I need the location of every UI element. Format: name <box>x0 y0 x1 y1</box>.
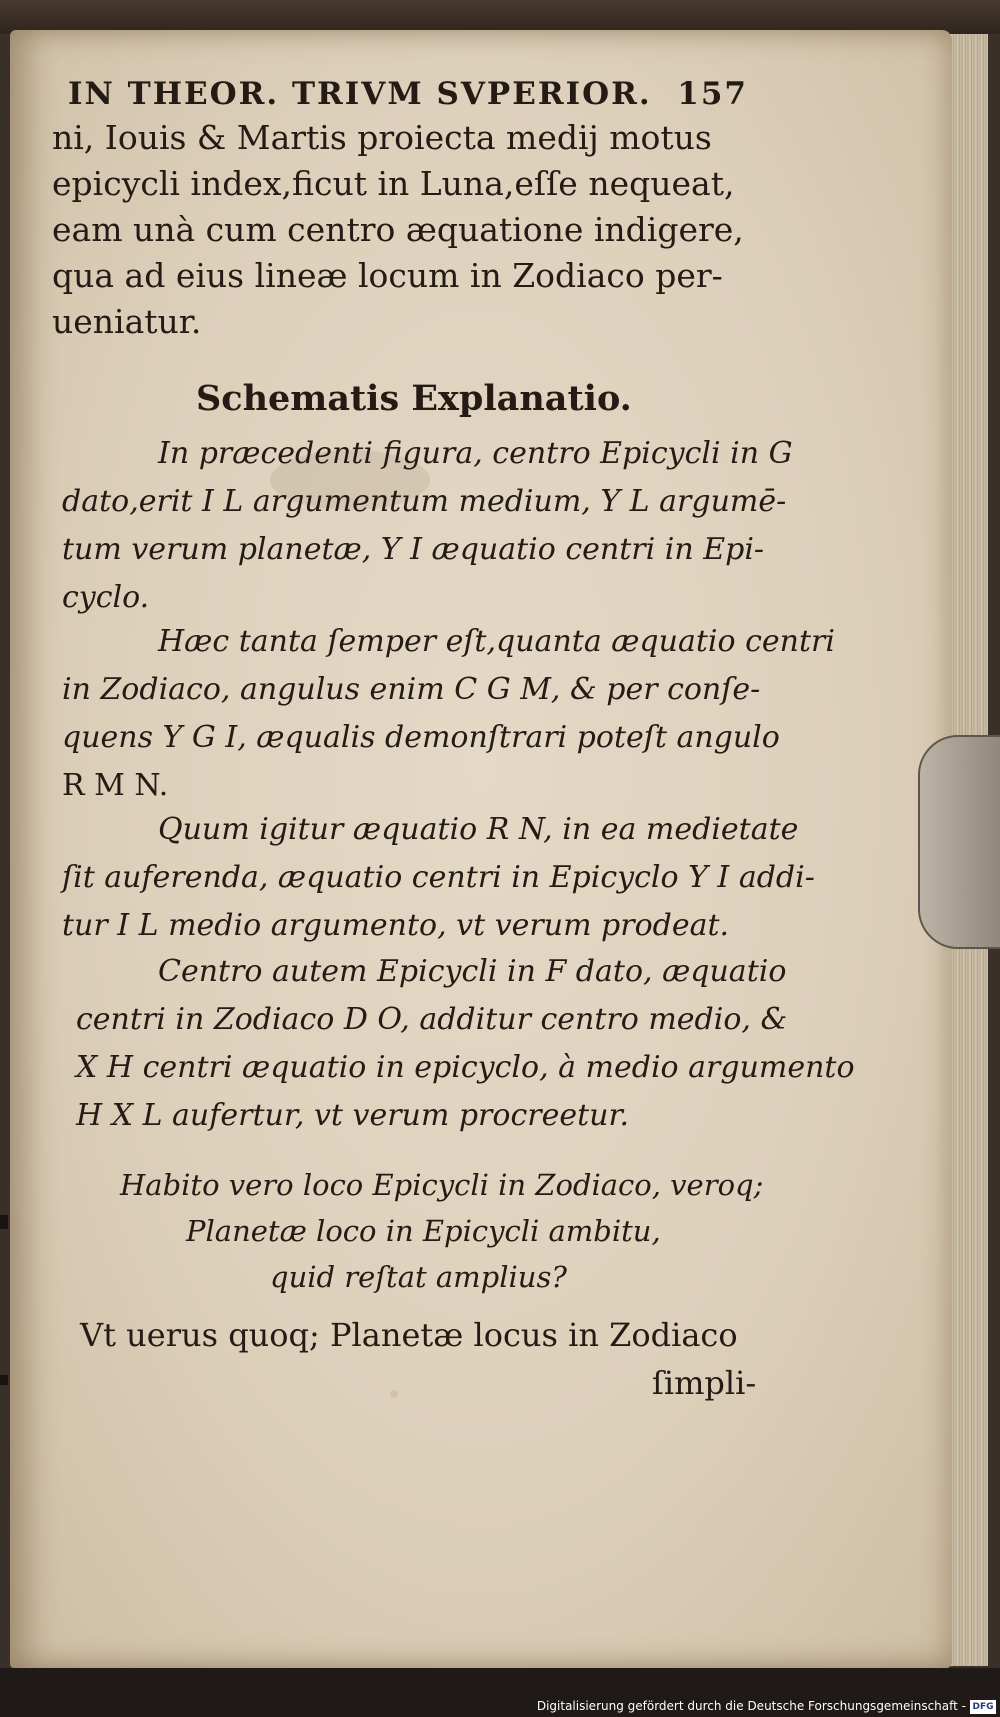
body-line-4: qua ad eius lineæ locum in Zodiaco per- <box>52 256 723 295</box>
catchword: ſimpli- <box>652 1364 757 1402</box>
explanation-line-12: Centro autem Epicycli in F dato, æquatio <box>158 954 787 989</box>
explanation-line-15: H X L aufertur, vt verum procreetur. <box>76 1098 630 1133</box>
explanation-line-10: ſit auferenda, æquatio centri in Epicyclo Y I addi- <box>62 860 815 895</box>
page-number: 157 <box>677 76 748 112</box>
body-line-3: eam unà cum centro æquatione indigere, <box>52 210 744 249</box>
body-line-5: ueniatur. <box>52 302 202 341</box>
explanation-line-9: Quum igitur æquatio R N, in ea medietate <box>158 812 799 847</box>
explanation-line-13: centri in Zodiaco D O, additur centro medio, & <box>76 1002 788 1037</box>
body-line-1: ni, Iouis & Martis proiecta medij motus <box>52 118 712 157</box>
explanation-line-11: tur I L medio argumento, vt verum prodeat. <box>62 908 730 943</box>
bottom-band <box>0 1668 1000 1717</box>
digitization-credit: Digitalisierung gefördert durch die Deutsche Forschungsgemeinschaft - <box>536 1699 966 1713</box>
explanation-line-6: in Zodiaco, angulus enim C G M, & per conſe- <box>62 672 761 707</box>
explanation-line-8: R M N. <box>62 768 169 803</box>
margin-mark <box>0 1375 8 1385</box>
question-line-3: quid reſtat amplius? <box>270 1260 567 1294</box>
running-head: IN THEOR. TRIVM SVPERIOR. 157 <box>68 76 748 112</box>
ink-spot <box>390 1390 398 1398</box>
question-line-1: Habito vero loco Epicycli in Zodiaco, veroq; <box>120 1168 764 1202</box>
dfg-logo: DFG <box>970 1700 996 1714</box>
margin-mark <box>0 1215 8 1229</box>
answer-line: Vt uerus quoq; Planetæ locus in Zodiaco <box>80 1316 738 1354</box>
top-binding-edge <box>0 0 1000 34</box>
explanation-line-2: dato,erit I L argumentum medium, Y L argumē- <box>62 484 787 519</box>
question-line-2: Planetæ loco in Epicycli ambitu, <box>186 1214 661 1248</box>
explanation-line-5: Hæc tanta ſemper eſt,quanta æquatio centri <box>158 624 835 659</box>
explanation-line-1: In præcedenti figura, centro Epicycli in G <box>158 436 793 471</box>
section-title: Schematis Explanatio. <box>196 378 632 419</box>
body-line-2: epicycli index,ficut in Luna,eſſe nequeat, <box>52 164 735 203</box>
explanation-line-4: cyclo. <box>62 580 150 615</box>
explanation-line-7: quens Y G I, æqualis demonſtrari poteſt angulo <box>62 720 780 755</box>
page-clip <box>918 735 1000 949</box>
explanation-line-14: X H centri æquatio in epicyclo, à medio argumento <box>76 1050 855 1085</box>
explanation-line-3: tum verum planetæ, Y I æquatio centri in Epi- <box>62 532 765 567</box>
